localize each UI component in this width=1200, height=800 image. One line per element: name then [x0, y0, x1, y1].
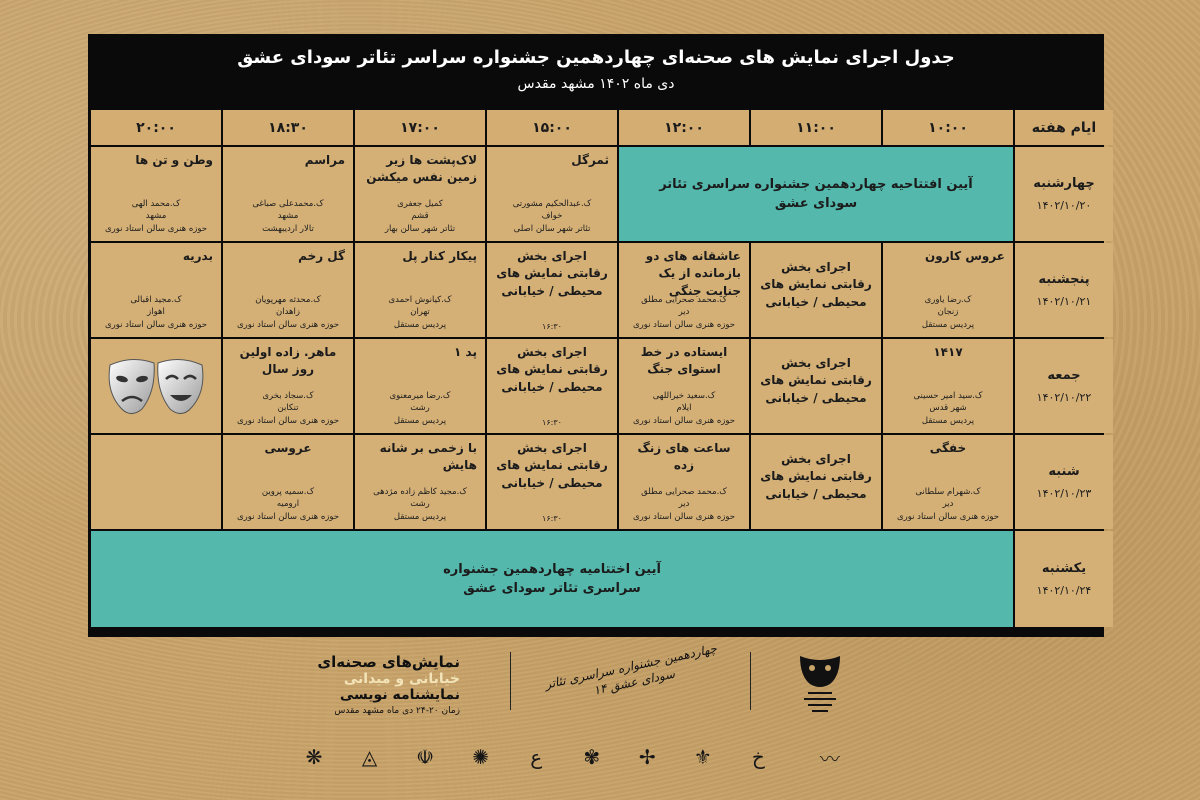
show-details	[363, 390, 477, 427]
page-subtitle: دی ماه ۱۴۰۲ مشهد مقدس	[517, 76, 675, 92]
sponsor-logo-icon: 〰	[819, 746, 840, 771]
footer-divider	[510, 652, 511, 710]
show-cell	[883, 243, 1013, 337]
show-venue: تئاتر شهر سالن بهار	[384, 223, 456, 234]
column-header-1700: ۱۷:۰۰	[355, 110, 485, 145]
show-details	[627, 390, 741, 427]
show-venue: پردیس مستقل	[393, 511, 447, 522]
show-venue: پردیس مستقل	[393, 319, 447, 330]
competition-cell	[751, 243, 881, 337]
show-cell	[619, 243, 749, 337]
footer-sections-block	[310, 654, 460, 718]
show-title: ایستاده در خط استوای جنگ	[640, 345, 728, 377]
show-time: ۱۶:۳۰	[542, 514, 562, 523]
show-details	[627, 294, 741, 331]
column-header-1200: ۱۲:۰۰	[619, 110, 749, 145]
sponsor-logo-icon: ❋	[305, 745, 323, 769]
show-director: ک.سجاد بخری	[262, 391, 314, 402]
show-details	[231, 294, 345, 331]
show-cell	[355, 147, 485, 241]
show-details	[231, 390, 345, 427]
show-time: ۱۶:۳۰	[542, 322, 562, 331]
show-details	[891, 390, 1005, 427]
show-title: ساعت های زنگ زده	[637, 441, 731, 473]
competition-cell	[751, 339, 881, 433]
show-city: ارومیه	[276, 499, 300, 510]
show-title: با زخمی بر شانه هایش	[379, 441, 477, 473]
show-title: خفگی	[929, 441, 967, 455]
show-venue: حوزه هنری سالن استاد نوری	[104, 319, 208, 330]
show-director: ک.محمد صحرایی مطلق	[641, 487, 727, 498]
show-director: ک.محمد صحرایی مطلق	[641, 295, 727, 306]
show-details	[627, 486, 741, 523]
sponsor-logo-icon: ✾	[583, 745, 601, 769]
day-name: چهارشنبه	[1033, 176, 1095, 191]
show-cell	[91, 243, 221, 337]
festival-calligraphy-logo: چهاردهمین جشنواره سراسری تئاتر سودای عشق ۱۴	[543, 641, 718, 698]
show-city: اهواز	[147, 307, 165, 318]
show-cell	[223, 339, 353, 433]
show-venue: حوزه هنری سالن استاد نوری	[236, 511, 340, 522]
show-time: ۱۶:۳۰	[542, 418, 562, 427]
show-title: وطن و تن ها	[135, 153, 213, 167]
show-cell	[883, 339, 1013, 433]
show-details	[495, 198, 609, 235]
show-director: ک.رضا یاوری	[924, 295, 972, 306]
sponsor-logo-icon: ☫	[416, 745, 435, 769]
column-header-1830: ۱۸:۳۰	[223, 110, 353, 145]
day-name: شنبه	[1048, 464, 1080, 479]
day-cell-thursday	[1015, 243, 1113, 337]
show-city: تهران	[410, 307, 430, 318]
column-header-1100: ۱۱:۰۰	[751, 110, 881, 145]
competition-cell	[751, 435, 881, 529]
footer-divider	[750, 652, 751, 710]
show-title: اجرای بخش رقابتی نمایش های محیطی / خیابانی	[496, 249, 608, 298]
show-director: ک.کیانوش احمدی	[388, 295, 452, 306]
show-venue: پردیس مستقل	[393, 415, 447, 426]
column-header-1500: ۱۵:۰۰	[487, 110, 617, 145]
footer-dates: زمان ۲۰-۲۴ دی ماه مشهد مقدس	[334, 706, 460, 717]
show-director: ک.عبدالحکیم مشورتی	[512, 199, 592, 210]
sponsor-logo-icon: ✢	[638, 745, 656, 769]
show-cell	[883, 435, 1013, 529]
show-director: ک.شهرام سلطانی	[915, 487, 981, 498]
day-date: ۱۴۰۲/۱۰/۲۰	[1036, 199, 1092, 212]
day-date: ۱۴۰۲/۱۰/۲۴	[1036, 584, 1092, 597]
sponsor-logo-icon: ◬	[361, 745, 378, 769]
show-title: ثمرگل	[571, 153, 609, 167]
show-cell	[91, 147, 221, 241]
show-title: اجرای بخش رقابتی نمایش های محیطی / خیابانی	[760, 260, 872, 309]
show-director: ک.مجید اقبالی	[130, 295, 182, 306]
show-title: اجرای بخش رقابتی نمایش های محیطی / خیابانی	[760, 452, 872, 501]
show-city: شهر قدس	[929, 403, 967, 414]
show-venue: حوزه هنری سالن استاد نوری	[236, 319, 340, 330]
column-header-days: ایام هفته	[1015, 110, 1113, 145]
column-header-2000: ۲۰:۰۰	[91, 110, 221, 145]
schedule-table	[88, 108, 1104, 637]
day-cell-saturday	[1015, 435, 1113, 529]
sponsor-logo-icon: ﺥ	[751, 745, 765, 769]
show-venue: پردیس مستقل	[921, 415, 975, 426]
day-date: ۱۴۰۲/۱۰/۲۳	[1036, 487, 1092, 500]
show-cell	[223, 147, 353, 241]
day-cell-wednesday	[1015, 147, 1113, 241]
column-header-1000: ۱۰:۰۰	[883, 110, 1013, 145]
day-date: ۱۴۰۲/۱۰/۲۲	[1036, 391, 1092, 404]
competition-cell	[487, 243, 617, 337]
show-city: ایلام	[676, 403, 692, 414]
show-title: اجرای بخش رقابتی نمایش های محیطی / خیابانی	[496, 345, 608, 394]
show-city: تنکابن	[277, 403, 299, 414]
show-director: ک.سعید خیراللهی	[652, 391, 716, 402]
show-venue: حوزه هنری سالن استاد نوری	[896, 511, 1000, 522]
sponsor-logo-icon: ✺	[472, 745, 490, 769]
sponsor-logo-icon: ﻉ	[530, 745, 543, 769]
show-details	[363, 294, 477, 331]
show-venue: تالار اردیبهشت	[262, 223, 314, 234]
show-cell	[355, 339, 485, 433]
show-title: ماهر. زاده اولین روز سال	[239, 345, 337, 377]
show-city: مشهد	[145, 211, 167, 222]
sponsor-logo-icon: ⚜	[693, 745, 712, 769]
empty-cell	[91, 435, 221, 529]
show-title: عروسی	[264, 441, 312, 455]
show-venue: پردیس مستقل	[921, 319, 975, 330]
masks-icon	[104, 351, 208, 421]
show-director: ک.محمد الهی	[131, 199, 181, 210]
show-city: رشت	[410, 403, 430, 414]
show-details	[99, 294, 213, 331]
day-date: ۱۴۰۲/۱۰/۲۱	[1036, 295, 1092, 308]
show-title: پیکار کنار پل	[402, 249, 477, 263]
show-city: زاهدان	[275, 307, 300, 318]
show-venue: حوزه هنری سالن استاد نوری	[632, 415, 736, 426]
show-cell	[619, 435, 749, 529]
show-city: زنجان	[937, 307, 959, 318]
show-title: گل رخم	[298, 249, 345, 263]
show-title: ۱۴۱۷	[933, 345, 963, 359]
show-cell	[487, 147, 617, 241]
show-details	[363, 198, 477, 235]
show-title: لاک‌پشت ها زیر زمین نفس میکشن	[366, 153, 477, 185]
show-director: ک.محمدعلی صباغی	[252, 199, 324, 210]
show-title: اجرای بخش رقابتی نمایش های محیطی / خیابانی	[496, 441, 608, 490]
opening-ceremony-cell: آیین افتتاحیه چهاردهمین جشنواره سراسری تئاتر سودای عشق	[619, 147, 1013, 241]
show-details	[363, 486, 477, 523]
footer-line-3: نمایشنامه نویسی	[339, 687, 460, 704]
show-city: قشم	[411, 211, 429, 222]
day-name: پنجشنبه	[1038, 272, 1090, 287]
show-director: کمیل جعفری	[397, 199, 443, 210]
show-director: ک.رضا میرمعنوی	[389, 391, 451, 402]
schedule-header	[88, 34, 1104, 108]
show-details	[891, 294, 1005, 331]
show-venue: حوزه هنری سالن استاد نوری	[632, 319, 736, 330]
show-director: ک.سید امیر حسینی	[913, 391, 983, 402]
festival-emblem	[790, 652, 850, 716]
show-details	[99, 198, 213, 235]
show-title: مراسم	[304, 153, 345, 167]
show-venue: تئاتر شهر سالن اصلی	[513, 223, 591, 234]
show-title: پد ۱	[454, 345, 477, 359]
show-details	[231, 486, 345, 523]
show-director: ک.مجید کاظم زاده مژدهی	[373, 487, 467, 498]
closing-ceremony-cell: آیین اختتامیه چهاردهمین جشنواره سراسری تئاتر سودای عشق	[91, 531, 1013, 627]
show-city: دیر	[678, 307, 690, 318]
show-city: مشهد	[277, 211, 299, 222]
show-venue: حوزه هنری سالن استاد نوری	[236, 415, 340, 426]
show-venue: حوزه هنری سالن استاد نوری	[632, 511, 736, 522]
show-city: رشت	[410, 499, 430, 510]
show-details	[231, 198, 345, 235]
day-name: یکشنبه	[1041, 561, 1087, 576]
show-title: اجرای بخش رقابتی نمایش های محیطی / خیابانی	[760, 356, 872, 405]
show-title: بدریه	[182, 249, 213, 263]
show-title: عاشقانه های دو بازمانده از یک جنایت جنگی	[645, 249, 741, 298]
show-director: ک.سمیه پروین	[261, 487, 315, 498]
page-title: جدول اجرای نمایش های صحنه‌ای چهاردهمین جشنواره سراسر تئاتر سودای عشق	[237, 47, 955, 68]
footer-line-2: خیابانی و میدانی	[343, 670, 460, 687]
show-cell	[355, 243, 485, 337]
show-details	[891, 486, 1005, 523]
emblem-icon	[790, 652, 850, 716]
show-city: دیر	[942, 499, 954, 510]
theater-masks-cell	[91, 339, 221, 433]
day-cell-sunday	[1015, 531, 1113, 627]
day-cell-friday	[1015, 339, 1113, 433]
show-cell	[223, 243, 353, 337]
footer-line-1: نمایش‌های صحنه‌ای	[317, 653, 460, 671]
show-cell	[223, 435, 353, 529]
competition-cell	[487, 339, 617, 433]
show-cell	[355, 435, 485, 529]
sponsor-logos	[300, 740, 860, 774]
show-title: عروس کارون	[925, 249, 1005, 263]
show-director: ک.محدثه مهرپویان	[255, 295, 321, 306]
competition-cell	[487, 435, 617, 529]
show-city: دیر	[678, 499, 690, 510]
show-city: خواف	[541, 211, 563, 222]
day-name: جمعه	[1047, 368, 1081, 383]
show-venue: حوزه هنری سالن استاد نوری	[104, 223, 208, 234]
show-cell	[619, 339, 749, 433]
